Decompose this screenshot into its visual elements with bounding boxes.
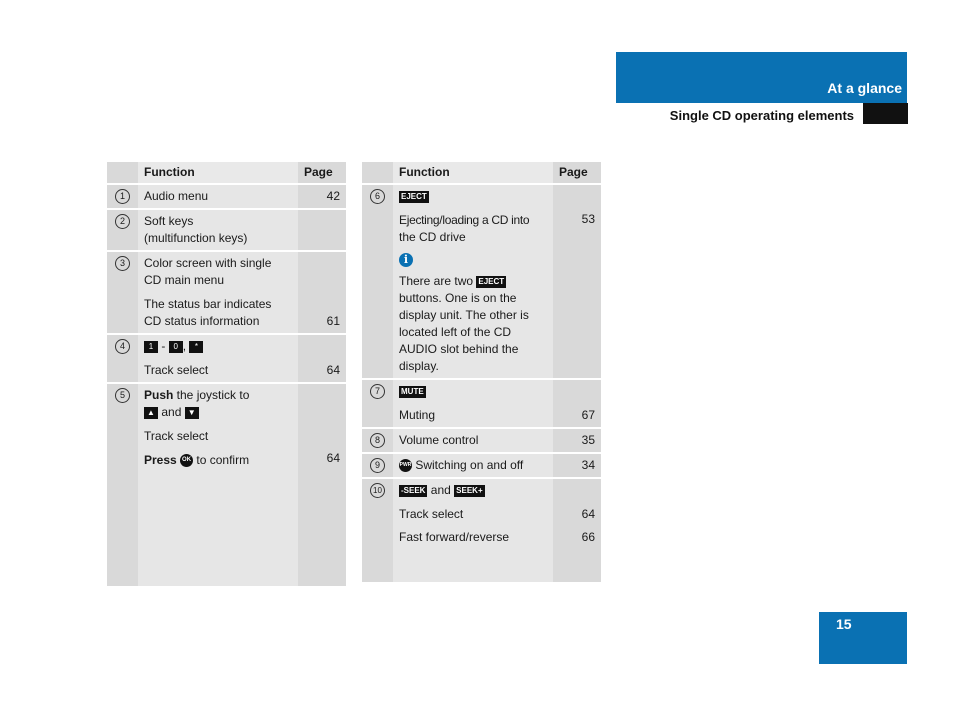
table-header xyxy=(107,162,346,183)
page-ref: 64 xyxy=(326,363,340,377)
callout-number: 1 xyxy=(115,189,130,204)
callout-number: 6 xyxy=(370,189,385,204)
page-ref: 64 xyxy=(326,451,340,465)
page-ref: 64 xyxy=(581,507,595,521)
table-row xyxy=(362,183,601,378)
eject-key-icon: EJECT xyxy=(401,191,427,201)
joystick-down-icon: ▼ xyxy=(185,407,199,419)
info-icon: i xyxy=(399,253,413,267)
star-key-icon: * xyxy=(189,341,203,353)
header-page: Page xyxy=(298,162,346,183)
header-function: Function xyxy=(138,162,298,183)
section-title: At a glance xyxy=(827,80,902,96)
page-number: 15 xyxy=(836,616,852,632)
page-ref: 35 xyxy=(553,429,601,452)
mute-key-icon: MUTE xyxy=(401,386,424,396)
right-function-table xyxy=(362,162,601,582)
table-row xyxy=(107,250,346,333)
function-text: Volume control xyxy=(393,429,553,452)
table-header xyxy=(362,162,601,183)
function-text: Color screen with single CD main menu The status bar indicates CD status information xyxy=(138,252,298,333)
table-row xyxy=(107,183,346,208)
function-text: PWR Switching on and off xyxy=(393,454,553,477)
power-button-icon: PWR xyxy=(399,459,412,472)
table-row xyxy=(362,378,601,427)
table-row xyxy=(362,477,601,582)
seek-back-key-icon: -SEEK xyxy=(401,485,426,495)
joystick-up-icon: ▲ xyxy=(144,407,158,419)
function-text: -SEEK and SEEK+ Track select Fast forward/reverse xyxy=(393,479,553,582)
function-text: Push the joystick to ▲ and ▼ Track select Press OK to confirm xyxy=(138,384,298,586)
table-row xyxy=(107,382,346,586)
table-row xyxy=(107,208,346,250)
seek-forward-key-icon: SEEK+ xyxy=(456,485,483,495)
function-text: Soft keys (multifunction keys) xyxy=(138,210,298,250)
table-row xyxy=(362,452,601,477)
function-text: MUTE Muting xyxy=(393,380,553,427)
page-ref: 53 xyxy=(581,212,595,226)
function-text: 1 - 0 , * Track select xyxy=(138,335,298,382)
left-function-table xyxy=(107,162,346,586)
callout-number: 2 xyxy=(115,214,130,229)
page-subtitle: Single CD operating elements xyxy=(669,108,854,123)
page-number-box xyxy=(819,612,907,664)
header-marker xyxy=(863,103,908,124)
table-row xyxy=(107,333,346,382)
page-ref: 67 xyxy=(581,408,595,422)
callout-number: 9 xyxy=(370,458,385,473)
callout-number: 7 xyxy=(370,384,385,399)
number-key-1-icon: 1 xyxy=(144,341,158,353)
eject-key-icon: EJECT xyxy=(478,276,505,286)
number-key-0-icon: 0 xyxy=(169,341,183,353)
ok-button-icon: OK xyxy=(180,454,193,467)
callout-number: 4 xyxy=(115,339,130,354)
page-ref: 61 xyxy=(326,314,340,328)
callout-number: 3 xyxy=(115,256,130,271)
page-ref: 34 xyxy=(553,454,601,477)
callout-number: 10 xyxy=(370,483,385,498)
function-text: Audio menu xyxy=(138,185,298,208)
page-ref: 66 xyxy=(581,530,595,544)
callout-number: 5 xyxy=(115,388,130,403)
table-row xyxy=(362,427,601,452)
callout-number: 8 xyxy=(370,433,385,448)
header-page: Page xyxy=(553,162,601,183)
page-ref: 42 xyxy=(298,185,346,208)
function-text: EJECT Ejecting/loading a CD into the CD drive i There are two EJECT buttons. One is on the display unit. The other is located left of the CD AUDIO slot behind the display. xyxy=(393,185,553,378)
header-function: Function xyxy=(393,162,553,183)
